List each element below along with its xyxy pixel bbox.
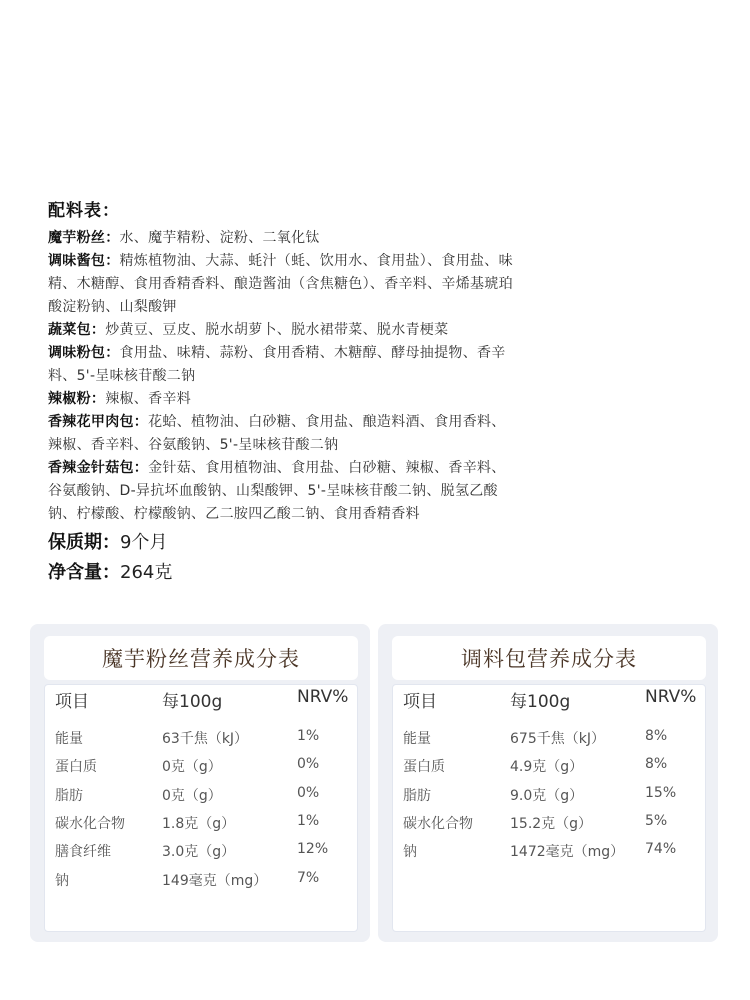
nutrition-table (44, 684, 358, 932)
nutrition-table (392, 684, 706, 932)
nutrient-amount: 63千焦（kJ） (162, 731, 249, 747)
table-header-row (403, 687, 703, 711)
ingredient-vegetable-pack (48, 319, 518, 342)
nutrient-name: 钠 (55, 873, 69, 889)
ingredient-label: 魔芋粉丝： (48, 230, 120, 246)
nutrient-amount: 675千焦（kJ） (510, 731, 605, 747)
ingredient-text: 炒黄豆、豆皮、脱水胡萝卜、脱水裙带菜、脱水青梗菜 (105, 322, 449, 338)
nutrient-nrv: 12% (297, 841, 329, 857)
nutrient-name: 碳水化合物 (55, 816, 125, 832)
ingredient-enoki-pack (48, 457, 518, 526)
table-row (55, 841, 355, 865)
ingredient-clam-pack (48, 411, 518, 457)
nutrient-nrv: 7% (297, 870, 320, 886)
nutrient-nrv: 15% (645, 785, 677, 801)
table-row (403, 756, 703, 780)
ingredient-sauce-pack (48, 250, 518, 319)
nutrient-nrv: 1% (297, 813, 320, 829)
nutrient-amount: 3.0克（g） (162, 844, 236, 860)
shelf-life (48, 528, 518, 558)
nutrient-name: 钠 (403, 844, 417, 860)
table-row (403, 728, 703, 752)
nutrient-name: 蛋白质 (403, 759, 445, 775)
nutrient-nrv: 1% (297, 728, 320, 744)
nutrition-table-title: 魔芋粉丝营养成分表 (44, 636, 358, 680)
shelf-life-value: 9个月 (120, 532, 168, 553)
nutrient-nrv: 5% (645, 813, 668, 829)
ingredient-label: 调味酱包： (48, 253, 120, 269)
ingredient-powder-pack (48, 342, 518, 388)
nutrient-amount: 1472毫克（mg） (510, 844, 625, 860)
header-nrv: NRV% (645, 687, 697, 707)
net-weight-label: 净含量： (48, 562, 120, 583)
ingredients-title: 配料表： (48, 201, 120, 221)
header-per-100g: 每100g (510, 692, 571, 712)
ingredient-label: 香辣金针菇包： (48, 460, 149, 476)
nutrient-name: 能量 (403, 731, 431, 747)
nutrient-amount: 0克（g） (162, 759, 222, 775)
table-row (55, 785, 355, 809)
nutrient-amount: 4.9克（g） (510, 759, 584, 775)
nutrient-name: 能量 (55, 731, 83, 747)
header-item: 项目 (403, 692, 437, 712)
net-weight-value: 264克 (120, 562, 173, 583)
table-row (55, 756, 355, 780)
nutrient-nrv: 0% (297, 785, 320, 801)
ingredient-text: 精炼植物油、大蒜、蚝汁（蚝、饮用水、食用盐）、食用盐、味精、木糖醇、食用香精香料、酿造酱油（含焦糖色）、香辛料、辛烯基琥珀酸淀粉钠、山梨酸钾 (48, 253, 513, 315)
nutrient-nrv: 8% (645, 756, 668, 772)
ingredient-text: 金针菇、食用植物油、食用盐、白砂糖、辣椒、香辛料、谷氨酸钠、D-异抗坏血酸钠、山梨酸钾、5'-呈味核苷酸二钠、脱氢乙酸钠、柠檬酸、柠檬酸钠、乙二胺四乙酸二钠、食用香精香料 (48, 460, 506, 522)
seasoning-nutrition-panel (378, 624, 718, 942)
nutrient-amount: 15.2克（g） (510, 816, 593, 832)
table-row (403, 813, 703, 837)
nutrient-nrv: 8% (645, 728, 668, 744)
header-item: 项目 (55, 692, 89, 712)
konjac-nutrition-panel (30, 624, 370, 942)
shelf-life-label: 保质期： (48, 532, 120, 553)
ingredient-label: 蔬菜包： (48, 322, 106, 338)
table-row (55, 728, 355, 752)
nutrient-name: 碳水化合物 (403, 816, 473, 832)
nutrient-name: 脂肪 (403, 788, 431, 804)
net-weight (48, 558, 518, 588)
table-row (55, 870, 355, 894)
nutrient-name: 蛋白质 (55, 759, 97, 775)
table-row (55, 813, 355, 837)
nutrient-name: 脂肪 (55, 788, 83, 804)
table-row (403, 841, 703, 865)
ingredient-label: 调味粉包： (48, 345, 120, 361)
nutrition-table-title: 调料包营养成分表 (392, 636, 706, 680)
table-header-row (55, 687, 355, 711)
ingredient-text: 食用盐、味精、蒜粉、食用香精、木糖醇、酵母抽提物、香辛料、5'-呈味核苷酸二钠 (48, 345, 506, 384)
ingredient-text: 水、魔芋精粉、淀粉、二氧化钛 (119, 230, 320, 246)
table-row (403, 785, 703, 809)
ingredient-chili-powder (48, 388, 518, 411)
ingredient-konjac (48, 227, 518, 250)
nutrient-amount: 0克（g） (162, 788, 222, 804)
ingredients-section (48, 196, 518, 588)
ingredient-text: 辣椒、香辛料 (105, 391, 192, 407)
ingredient-label: 辣椒粉： (48, 391, 106, 407)
nutrient-amount: 149毫克（mg） (162, 873, 268, 889)
ingredient-label: 香辣花甲肉包： (48, 414, 149, 430)
header-nrv: NRV% (297, 687, 349, 707)
nutrient-amount: 1.8克（g） (162, 816, 236, 832)
nutrient-nrv: 74% (645, 841, 677, 857)
nutrient-amount: 9.0克（g） (510, 788, 584, 804)
ingredient-text: 花蛤、植物油、白砂糖、食用盐、酿造料酒、食用香料、辣椒、香辛料、谷氨酸钠、5'-呈味核苷酸二钠 (48, 414, 506, 453)
header-per-100g: 每100g (162, 692, 223, 712)
nutrient-nrv: 0% (297, 756, 320, 772)
nutrient-name: 膳食纤维 (55, 844, 111, 860)
